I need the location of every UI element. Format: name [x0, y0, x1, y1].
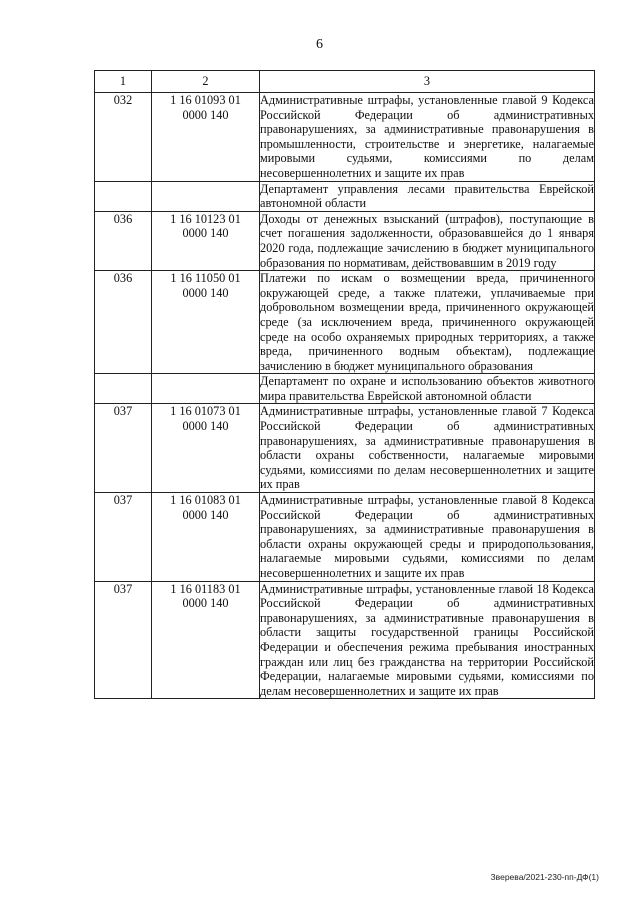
revenue-description: Доходы от денежных взысканий (штрафов), поступающие в счет погашения задолженности, образовавшейся до 1 января 2020 года, подлежащие зачислению в бюджет муниципального образования по нормативам, действовавшим в 2019 году — [260, 211, 594, 270]
column-header-3: 3 — [260, 71, 595, 93]
admin-code: 037 — [95, 404, 152, 493]
column-header-1: 1 — [95, 71, 152, 93]
document-reference: Зверева/2021-230-пп-ДФ(1) — [490, 872, 599, 882]
revenue-description: Административные штрафы, установленные главой 18 Кодекса Российской Федерации об административных правонарушениях, за административные правонарушения в области защиты государственной границы Российской Федерации и обеспечения режима пребывания иностранных граждан или лиц без гражданства на территории Российской Федерации, налагаемые мировыми судьями, комиссиями по делам несовершеннолетних и защите их прав — [260, 581, 594, 698]
admin-code: 037 — [95, 581, 152, 699]
table-row — [95, 493, 595, 582]
table-row — [95, 93, 595, 182]
revenue-codes-table — [94, 70, 595, 699]
table-row — [95, 271, 595, 374]
department-row — [95, 181, 595, 211]
revenue-description: Административные штрафы, установленные главой 9 Кодекса Российской Федерации об административных правонарушениях, за административные правонарушения в промышленности, строительстве и энергетике, налагаемые мировыми судьями, комиссиями по делам несовершеннолетних и защите их прав — [260, 93, 594, 180]
revenue-description: Административные штрафы, установленные главой 7 Кодекса Российской Федерации об административных правонарушениях, за административные правонарушения в области охраны собственности, налагаемые мировыми судьями, комиссиями по делам несовершеннолетних и защите их прав — [260, 404, 594, 492]
department-name: Департамент управления лесами правительства Еврейской автономной области — [260, 181, 594, 211]
revenue-description: Платежи по искам о возмещении вреда, причиненного окружающей среде, а также платежи, уплачиваемые при добровольном возмещении вреда, причиненного окружающей среде (за исключением вреда, причиненного окружающей среде на особо охраняемых природных территориях, а также вреда, причиненного водным объектам), подлежащие зачислению в бюджет муниципального образования — [260, 271, 594, 373]
table-row — [95, 404, 595, 493]
admin-code: 037 — [95, 493, 152, 582]
budget-code: 1 16 01073 01 0000 140 — [152, 404, 260, 493]
budget-code: 1 16 10123 01 0000 140 — [152, 211, 260, 270]
budget-code: 1 16 11050 01 0000 140 — [152, 271, 260, 374]
budget-code: 1 16 01183 01 0000 140 — [152, 581, 260, 699]
table-header-row — [95, 71, 595, 93]
page-number: 6 — [316, 37, 323, 52]
budget-code: 1 16 01083 01 0000 140 — [152, 493, 260, 582]
revenue-description: Административные штрафы, установленные главой 8 Кодекса Российской Федерации об административных правонарушениях, за административные правонарушения в области охраны окружающей среды и природопользования, налагаемые мировыми судьями, комиссиями по делам несовершеннолетних и защите их прав — [260, 493, 594, 580]
admin-code: 036 — [95, 211, 152, 270]
department-row — [95, 374, 595, 404]
table-row — [95, 581, 595, 699]
department-name: Департамент по охране и использованию объектов животного мира правительства Еврейской автономной области — [260, 374, 594, 403]
table-row — [95, 211, 595, 270]
budget-code: 1 16 01093 01 0000 140 — [152, 93, 260, 182]
column-header-2: 2 — [152, 71, 260, 93]
admin-code: 036 — [95, 271, 152, 374]
admin-code: 032 — [95, 93, 152, 182]
